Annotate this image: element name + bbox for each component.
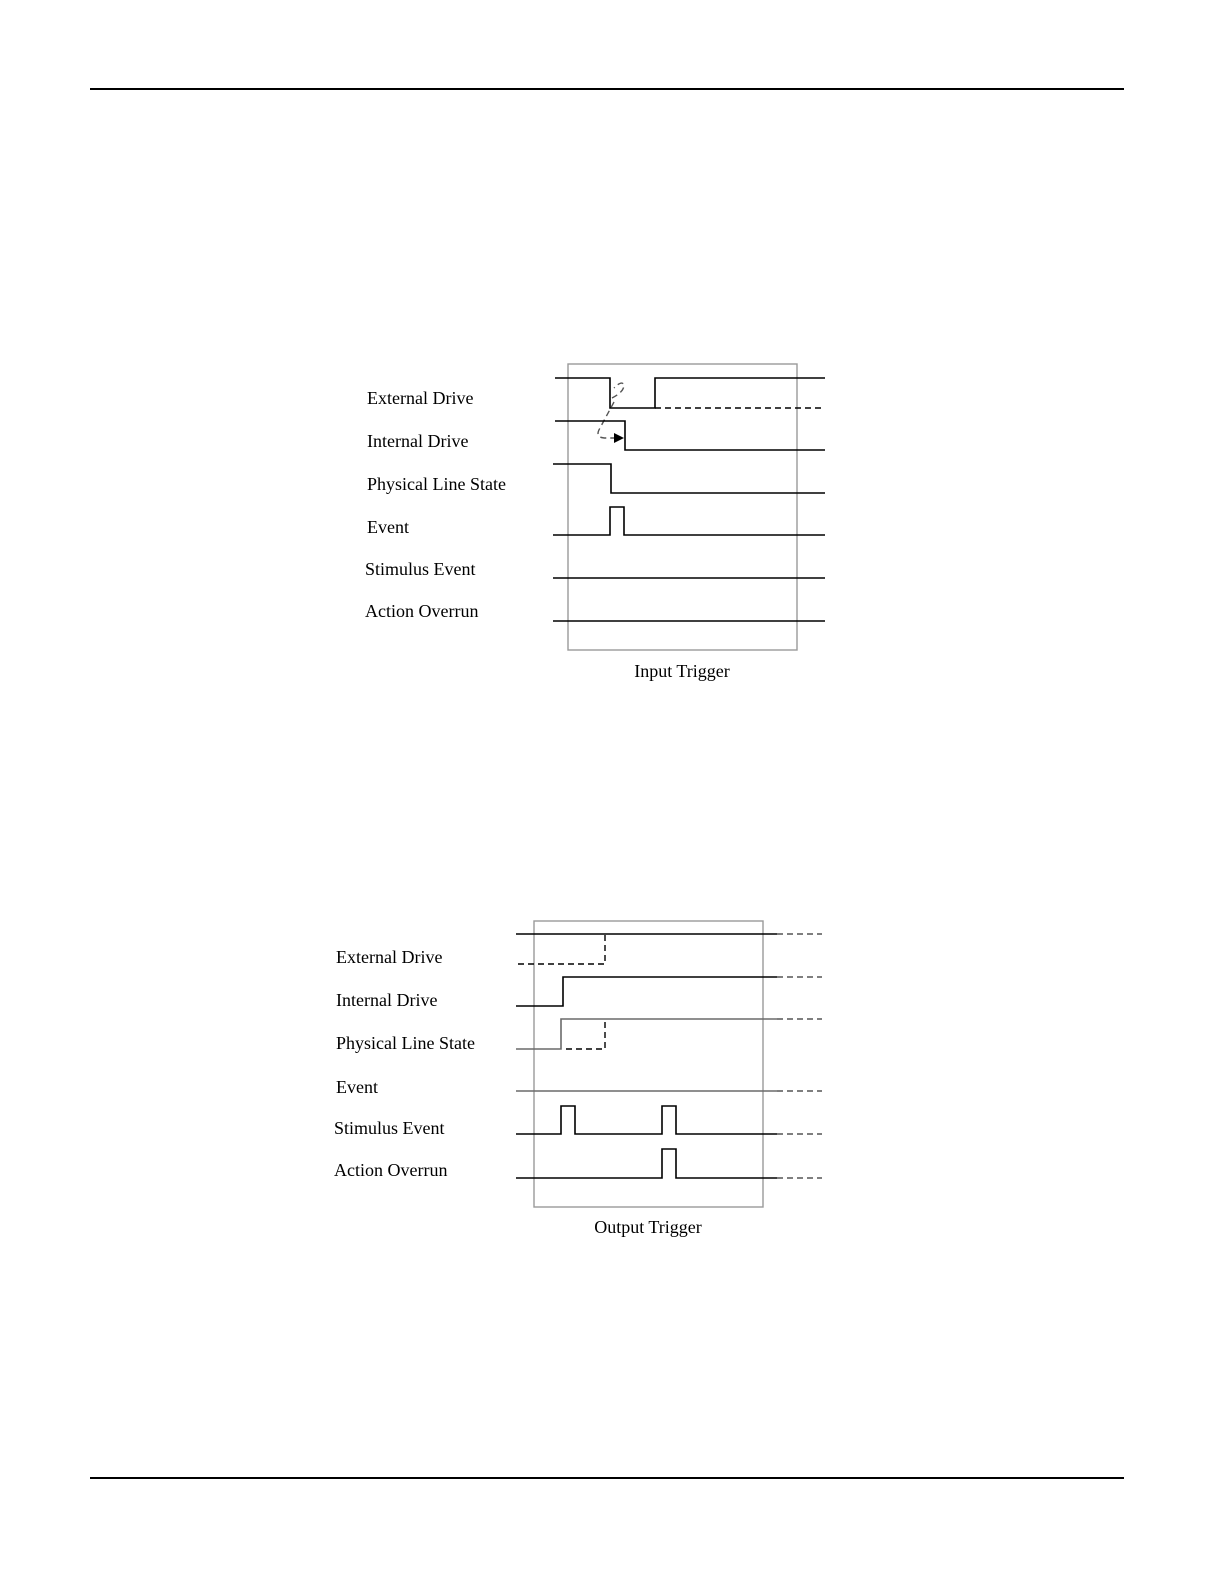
input-trigger-frame [568, 364, 797, 650]
output-label-action-overrun: Action Overrun [334, 1160, 448, 1180]
output-physical-line-wave [516, 1019, 777, 1049]
input-internal-drive-wave [555, 421, 825, 450]
output-external-drive-dashed [518, 934, 605, 964]
input-physical-line-wave [553, 464, 825, 493]
input-label-external-drive: External Drive [367, 388, 474, 408]
output-label-physical-line-state: Physical Line State [336, 1033, 475, 1053]
output-trigger-diagram [0, 880, 1224, 1260]
input-trigger-svg [0, 0, 1224, 720]
output-trigger-svg [0, 880, 1224, 1260]
output-internal-drive-wave [516, 977, 777, 1006]
footer-rule [90, 1477, 1124, 1479]
input-label-action-overrun: Action Overrun [365, 601, 479, 621]
output-label-external-drive: External Drive [336, 947, 443, 967]
input-label-physical-line-state: Physical Line State [367, 474, 506, 494]
output-trigger-caption: Output Trigger [594, 1217, 702, 1237]
input-feedback-loop-top [612, 383, 624, 398]
output-physical-line-dashed [566, 1019, 605, 1049]
output-label-stimulus-event: Stimulus Event [334, 1118, 445, 1138]
output-stimulus-event-wave [516, 1106, 777, 1134]
input-label-event: Event [367, 517, 409, 537]
input-feedback-arrow [614, 433, 624, 443]
input-external-drive-wave [555, 378, 825, 408]
output-label-internal-drive: Internal Drive [336, 990, 438, 1010]
input-label-internal-drive: Internal Drive [367, 431, 469, 451]
output-label-event: Event [336, 1077, 378, 1097]
input-event-wave [553, 507, 825, 535]
input-trigger-caption: Input Trigger [634, 661, 730, 681]
input-trigger-diagram [0, 0, 1224, 720]
output-action-overrun-wave [516, 1149, 777, 1178]
input-label-stimulus-event: Stimulus Event [365, 559, 476, 579]
